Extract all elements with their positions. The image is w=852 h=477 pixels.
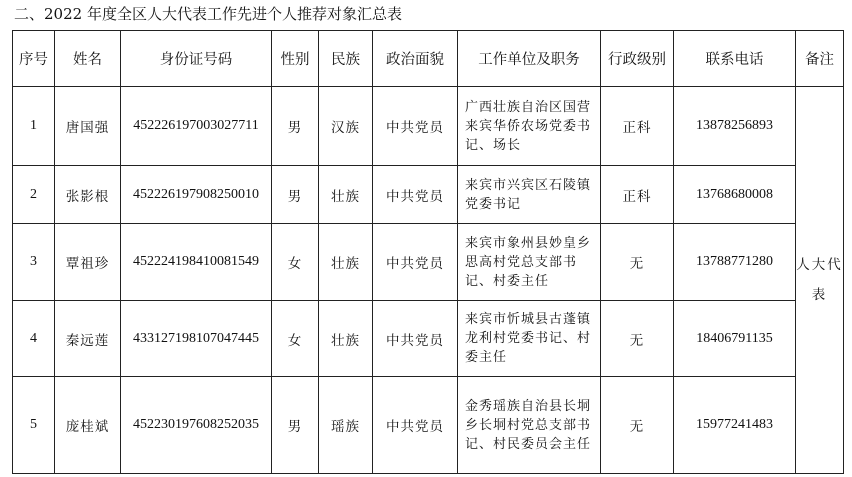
cell-political: 中共党员 xyxy=(373,87,458,166)
table-row xyxy=(13,377,844,474)
cell-id: 452230197608252035 xyxy=(121,377,272,474)
cell-political: 中共党员 xyxy=(373,224,458,301)
cell-ethnicity: 壮族 xyxy=(319,301,373,377)
cell-level: 正科 xyxy=(601,87,674,166)
cell-gender: 男 xyxy=(272,87,319,166)
cell-phone: 13768680008 xyxy=(674,166,796,224)
cell-no: 2 xyxy=(13,166,55,224)
cell-id: 452226197003027711 xyxy=(121,87,272,166)
table-row xyxy=(13,301,844,377)
cell-level: 无 xyxy=(601,224,674,301)
cell-name: 覃祖珍 xyxy=(55,224,121,301)
table-row xyxy=(13,224,844,301)
recommendation-table xyxy=(12,30,844,474)
cell-political: 中共党员 xyxy=(373,166,458,224)
col-header-level: 行政级别 xyxy=(601,31,674,87)
cell-gender: 男 xyxy=(272,377,319,474)
cell-gender: 男 xyxy=(272,166,319,224)
cell-id: 452226197908250010 xyxy=(121,166,272,224)
cell-phone: 18406791135 xyxy=(674,301,796,377)
col-header-name: 姓名 xyxy=(55,31,121,87)
cell-level: 无 xyxy=(601,301,674,377)
cell-political: 中共党员 xyxy=(373,377,458,474)
col-header-no: 序号 xyxy=(13,31,55,87)
cell-unit: 来宾市象州县妙皇乡思高村党总支部书记、村委主任 xyxy=(458,224,601,301)
cell-name: 秦远莲 xyxy=(55,301,121,377)
cell-level: 正科 xyxy=(601,166,674,224)
header-row xyxy=(13,31,844,87)
cell-unit: 来宾市兴宾区石陵镇党委书记 xyxy=(458,166,601,224)
cell-unit: 金秀瑶族自治县长垌乡长垌村党总支部书记、村民委员会主任 xyxy=(458,377,601,474)
cell-no: 1 xyxy=(13,87,55,166)
cell-ethnicity: 壮族 xyxy=(319,166,373,224)
cell-gender: 女 xyxy=(272,224,319,301)
cell-no: 3 xyxy=(13,224,55,301)
table-row xyxy=(13,166,844,224)
col-header-note: 备注 xyxy=(796,31,844,87)
col-header-unit: 工作单位及职务 xyxy=(458,31,601,87)
table-row xyxy=(13,87,844,166)
cell-level: 无 xyxy=(601,377,674,474)
cell-phone: 13788771280 xyxy=(674,224,796,301)
cell-note: 人大代表 xyxy=(796,87,844,474)
cell-ethnicity: 汉族 xyxy=(319,87,373,166)
col-header-political: 政治面貌 xyxy=(373,31,458,87)
col-header-gender: 性别 xyxy=(272,31,319,87)
cell-unit: 来宾市忻城县古蓬镇龙利村党委书记、村委主任 xyxy=(458,301,601,377)
cell-ethnicity: 瑶族 xyxy=(319,377,373,474)
cell-ethnicity: 壮族 xyxy=(319,224,373,301)
cell-political: 中共党员 xyxy=(373,301,458,377)
cell-no: 4 xyxy=(13,301,55,377)
cell-name: 张影根 xyxy=(55,166,121,224)
cell-phone: 13878256893 xyxy=(674,87,796,166)
cell-name: 庞桂斌 xyxy=(55,377,121,474)
cell-name: 唐国强 xyxy=(55,87,121,166)
col-header-phone: 联系电话 xyxy=(674,31,796,87)
cell-id: 452224198410081549 xyxy=(121,224,272,301)
cell-phone: 15977241483 xyxy=(674,377,796,474)
cell-no: 5 xyxy=(13,377,55,474)
cell-id: 433127198107047445 xyxy=(121,301,272,377)
page-title: 二、2022 年度全区人大代表工作先进个人推荐对象汇总表 xyxy=(14,5,402,23)
cell-unit: 广西壮族自治区国营来宾华侨农场党委书记、场长 xyxy=(458,87,601,166)
col-header-id: 身份证号码 xyxy=(121,31,272,87)
cell-gender: 女 xyxy=(272,301,319,377)
col-header-ethnicity: 民族 xyxy=(319,31,373,87)
